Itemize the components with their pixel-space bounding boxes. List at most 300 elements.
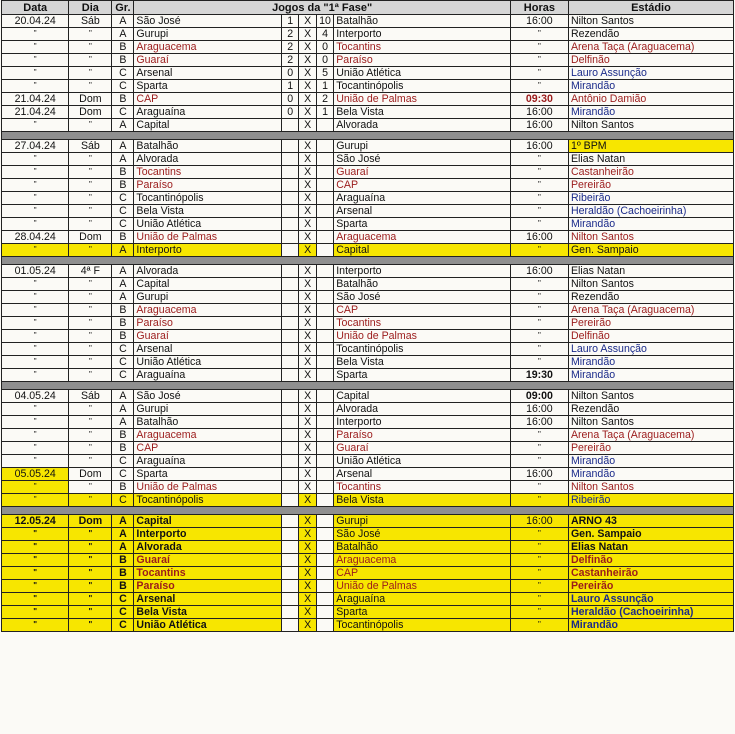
- versus-mark: X: [299, 580, 316, 593]
- home-score: [281, 356, 298, 369]
- header-data: Data: [2, 1, 69, 15]
- match-row: [2, 192, 734, 205]
- home-score: [281, 390, 298, 403]
- match-date: 12.05.24: [2, 515, 69, 528]
- block-separator: [2, 382, 734, 390]
- header-grupo: Gr.: [112, 1, 134, 15]
- away-score: 1: [316, 106, 333, 119]
- match-time: 16:00: [510, 106, 568, 119]
- home-team: Alvorada: [134, 265, 282, 278]
- versus-mark: X: [299, 317, 316, 330]
- home-score: [281, 153, 298, 166]
- home-score: 0: [281, 93, 298, 106]
- home-score: [281, 179, 298, 192]
- away-score: [316, 119, 333, 132]
- home-score: [281, 343, 298, 356]
- separator-cell: [2, 507, 734, 515]
- match-day: Dom: [69, 231, 112, 244]
- match-time: 16:00: [510, 515, 568, 528]
- stadium: Delfinão: [568, 54, 733, 67]
- away-score: [316, 442, 333, 455]
- match-date: ": [2, 179, 69, 192]
- match-group: A: [112, 265, 134, 278]
- away-team: Arsenal: [334, 205, 511, 218]
- stadium: Arena Taça (Araguacema): [568, 429, 733, 442]
- match-row: [2, 528, 734, 541]
- match-date: ": [2, 304, 69, 317]
- away-team: Paraíso: [334, 429, 511, 442]
- home-score: [281, 369, 298, 382]
- stadium: Mirandão: [568, 468, 733, 481]
- separator-cell: [2, 257, 734, 265]
- match-day: Dom: [69, 106, 112, 119]
- match-day: ": [69, 429, 112, 442]
- match-group: C: [112, 619, 134, 632]
- versus-mark: X: [299, 166, 316, 179]
- match-day: ": [69, 593, 112, 606]
- home-team: São José: [134, 15, 282, 28]
- versus-mark: X: [299, 41, 316, 54]
- home-team: Bela Vista: [134, 606, 282, 619]
- match-time: 16:00: [510, 140, 568, 153]
- match-day: ": [69, 317, 112, 330]
- match-row: [2, 106, 734, 119]
- match-day: Sáb: [69, 140, 112, 153]
- home-team: Arsenal: [134, 593, 282, 606]
- match-date: ": [2, 356, 69, 369]
- stadium: Arena Taça (Araguacema): [568, 41, 733, 54]
- stadium: Mirandão: [568, 369, 733, 382]
- home-score: [281, 278, 298, 291]
- match-time: ": [510, 205, 568, 218]
- versus-mark: X: [299, 93, 316, 106]
- match-date: ": [2, 192, 69, 205]
- match-row: [2, 93, 734, 106]
- stadium: Mirandão: [568, 218, 733, 231]
- away-score: [316, 153, 333, 166]
- away-score: 1: [316, 80, 333, 93]
- match-day: ": [69, 278, 112, 291]
- match-time: ": [510, 567, 568, 580]
- versus-mark: X: [299, 218, 316, 231]
- match-group: B: [112, 580, 134, 593]
- home-team: Bela Vista: [134, 205, 282, 218]
- versus-mark: X: [299, 455, 316, 468]
- match-day: ": [69, 580, 112, 593]
- away-score: 10: [316, 15, 333, 28]
- match-date: ": [2, 330, 69, 343]
- match-row: [2, 442, 734, 455]
- match-time: 16:00: [510, 416, 568, 429]
- versus-mark: X: [299, 304, 316, 317]
- match-row: [2, 619, 734, 632]
- match-time: 09:00: [510, 390, 568, 403]
- match-time: ": [510, 593, 568, 606]
- match-time: ": [510, 455, 568, 468]
- match-row: [2, 343, 734, 356]
- versus-mark: X: [299, 231, 316, 244]
- home-team: CAP: [134, 442, 282, 455]
- match-row: [2, 265, 734, 278]
- stadium: Pereirão: [568, 317, 733, 330]
- match-day: Sáb: [69, 15, 112, 28]
- home-score: [281, 606, 298, 619]
- stadium: Gen. Sampaio: [568, 244, 733, 257]
- away-score: [316, 567, 333, 580]
- away-team: Capital: [334, 244, 511, 257]
- match-group: A: [112, 15, 134, 28]
- home-score: 1: [281, 80, 298, 93]
- match-day: ": [69, 244, 112, 257]
- away-score: [316, 554, 333, 567]
- match-row: [2, 15, 734, 28]
- home-team: Alvorada: [134, 541, 282, 554]
- match-day: ": [69, 343, 112, 356]
- home-score: [281, 515, 298, 528]
- home-team: Araguaína: [134, 455, 282, 468]
- match-row: [2, 390, 734, 403]
- match-row: [2, 231, 734, 244]
- match-date: ": [2, 244, 69, 257]
- versus-mark: X: [299, 403, 316, 416]
- match-time: ": [510, 580, 568, 593]
- stadium: 1º BPM: [568, 140, 733, 153]
- match-date: ": [2, 291, 69, 304]
- away-team: Tocantins: [334, 317, 511, 330]
- match-group: C: [112, 67, 134, 80]
- match-group: C: [112, 205, 134, 218]
- match-row: [2, 317, 734, 330]
- match-group: B: [112, 442, 134, 455]
- match-row: [2, 80, 734, 93]
- match-row: [2, 179, 734, 192]
- match-row: [2, 541, 734, 554]
- home-team: União Atlética: [134, 218, 282, 231]
- match-time: ": [510, 179, 568, 192]
- versus-mark: X: [299, 153, 316, 166]
- versus-mark: X: [299, 192, 316, 205]
- match-day: ": [69, 205, 112, 218]
- header-horas: Horas: [510, 1, 568, 15]
- match-date: ": [2, 343, 69, 356]
- match-day: ": [69, 494, 112, 507]
- versus-mark: X: [299, 369, 316, 382]
- away-score: [316, 468, 333, 481]
- match-day: ": [69, 80, 112, 93]
- match-day: ": [69, 416, 112, 429]
- match-date: ": [2, 593, 69, 606]
- match-row: [2, 54, 734, 67]
- stadium: Lauro Assunção: [568, 343, 733, 356]
- versus-mark: X: [299, 119, 316, 132]
- stadium: Rezendão: [568, 403, 733, 416]
- match-group: B: [112, 304, 134, 317]
- match-group: A: [112, 244, 134, 257]
- match-day: 4ª F: [69, 265, 112, 278]
- away-score: [316, 369, 333, 382]
- match-date: ": [2, 403, 69, 416]
- match-row: [2, 403, 734, 416]
- match-day: ": [69, 554, 112, 567]
- match-row: [2, 593, 734, 606]
- match-row: [2, 580, 734, 593]
- away-team: Araguaína: [334, 593, 511, 606]
- away-score: 5: [316, 67, 333, 80]
- stadium: Gen. Sampaio: [568, 528, 733, 541]
- away-team: Araguacema: [334, 231, 511, 244]
- versus-mark: X: [299, 179, 316, 192]
- away-score: [316, 218, 333, 231]
- match-row: [2, 494, 734, 507]
- match-row: [2, 515, 734, 528]
- match-group: B: [112, 93, 134, 106]
- home-team: São José: [134, 390, 282, 403]
- home-team: Interporto: [134, 244, 282, 257]
- match-group: A: [112, 119, 134, 132]
- home-score: [281, 494, 298, 507]
- match-day: ": [69, 41, 112, 54]
- away-score: [316, 606, 333, 619]
- away-team: Sparta: [334, 218, 511, 231]
- versus-mark: X: [299, 606, 316, 619]
- match-group: C: [112, 106, 134, 119]
- match-row: [2, 119, 734, 132]
- stadium: Mirandão: [568, 80, 733, 93]
- schedule-body: [2, 15, 734, 632]
- match-group: C: [112, 494, 134, 507]
- versus-mark: X: [299, 67, 316, 80]
- home-score: [281, 455, 298, 468]
- away-team: Arsenal: [334, 468, 511, 481]
- match-row: [2, 166, 734, 179]
- match-day: ": [69, 166, 112, 179]
- versus-mark: X: [299, 265, 316, 278]
- away-score: 4: [316, 28, 333, 41]
- match-time: ": [510, 166, 568, 179]
- match-date: ": [2, 166, 69, 179]
- match-row: [2, 455, 734, 468]
- stadium: Nilton Santos: [568, 390, 733, 403]
- home-score: [281, 119, 298, 132]
- away-score: [316, 265, 333, 278]
- match-time: ": [510, 356, 568, 369]
- match-time: ": [510, 192, 568, 205]
- away-score: [316, 304, 333, 317]
- home-team: Capital: [134, 278, 282, 291]
- block-separator: [2, 507, 734, 515]
- stadium: Heraldão (Cachoeirinha): [568, 606, 733, 619]
- stadium: Heraldão (Cachoeirinha): [568, 205, 733, 218]
- away-score: [316, 455, 333, 468]
- away-score: [316, 278, 333, 291]
- stadium: Rezendão: [568, 291, 733, 304]
- away-score: [316, 140, 333, 153]
- away-team: Tocantinópolis: [334, 343, 511, 356]
- away-team: União Atlética: [334, 455, 511, 468]
- stadium: Rezendão: [568, 28, 733, 41]
- match-date: ": [2, 218, 69, 231]
- match-group: C: [112, 218, 134, 231]
- match-date: ": [2, 67, 69, 80]
- away-team: União de Palmas: [334, 580, 511, 593]
- versus-mark: X: [299, 291, 316, 304]
- match-day: ": [69, 153, 112, 166]
- match-group: A: [112, 140, 134, 153]
- away-score: [316, 593, 333, 606]
- away-team: Bela Vista: [334, 356, 511, 369]
- away-score: [316, 416, 333, 429]
- match-group: A: [112, 390, 134, 403]
- home-score: [281, 330, 298, 343]
- away-team: União de Palmas: [334, 330, 511, 343]
- home-score: [281, 593, 298, 606]
- match-row: [2, 567, 734, 580]
- match-day: ": [69, 619, 112, 632]
- match-date: 21.04.24: [2, 93, 69, 106]
- match-day: ": [69, 330, 112, 343]
- match-group: C: [112, 593, 134, 606]
- home-team: União Atlética: [134, 619, 282, 632]
- match-group: A: [112, 528, 134, 541]
- away-team: CAP: [334, 179, 511, 192]
- match-time: ": [510, 80, 568, 93]
- match-day: ": [69, 442, 112, 455]
- match-group: B: [112, 330, 134, 343]
- stadium: Mirandão: [568, 356, 733, 369]
- stadium: Nilton Santos: [568, 481, 733, 494]
- match-date: ": [2, 619, 69, 632]
- match-time: ": [510, 343, 568, 356]
- home-team: Interporto: [134, 528, 282, 541]
- versus-mark: X: [299, 481, 316, 494]
- home-score: [281, 468, 298, 481]
- match-time: ": [510, 304, 568, 317]
- match-group: B: [112, 231, 134, 244]
- away-team: Tocantins: [334, 41, 511, 54]
- versus-mark: X: [299, 15, 316, 28]
- home-score: 0: [281, 67, 298, 80]
- home-score: [281, 166, 298, 179]
- match-date: ": [2, 28, 69, 41]
- away-team: Gurupi: [334, 140, 511, 153]
- match-date: ": [2, 528, 69, 541]
- away-team: Batalhão: [334, 541, 511, 554]
- match-date: ": [2, 442, 69, 455]
- match-time: ": [510, 606, 568, 619]
- away-team: Paraíso: [334, 54, 511, 67]
- match-time: ": [510, 244, 568, 257]
- match-time: ": [510, 619, 568, 632]
- stadium: Elias Natan: [568, 541, 733, 554]
- home-team: União Atlética: [134, 356, 282, 369]
- match-date: ": [2, 278, 69, 291]
- away-score: [316, 231, 333, 244]
- match-day: Sáb: [69, 390, 112, 403]
- schedule-table: [1, 0, 734, 632]
- stadium: Lauro Assunção: [568, 593, 733, 606]
- match-time: ": [510, 153, 568, 166]
- away-score: 2: [316, 93, 333, 106]
- stadium: Lauro Assunção: [568, 67, 733, 80]
- away-team: Bela Vista: [334, 106, 511, 119]
- match-row: [2, 356, 734, 369]
- match-day: ": [69, 455, 112, 468]
- home-team: Araguacema: [134, 429, 282, 442]
- versus-mark: X: [299, 515, 316, 528]
- match-day: Dom: [69, 93, 112, 106]
- match-day: ": [69, 541, 112, 554]
- block-separator: [2, 132, 734, 140]
- home-team: Paraíso: [134, 317, 282, 330]
- versus-mark: X: [299, 205, 316, 218]
- match-time: ": [510, 481, 568, 494]
- versus-mark: X: [299, 541, 316, 554]
- away-team: Batalhão: [334, 15, 511, 28]
- match-date: ": [2, 416, 69, 429]
- match-day: ": [69, 481, 112, 494]
- away-score: [316, 205, 333, 218]
- home-score: [281, 442, 298, 455]
- match-date: 20.04.24: [2, 15, 69, 28]
- stadium: Delfinão: [568, 554, 733, 567]
- match-group: B: [112, 166, 134, 179]
- away-team: Guaraí: [334, 442, 511, 455]
- home-team: Tocantins: [134, 567, 282, 580]
- away-score: [316, 244, 333, 257]
- match-time: 16:00: [510, 468, 568, 481]
- away-team: Tocantinópolis: [334, 80, 511, 93]
- match-group: A: [112, 153, 134, 166]
- match-time: ": [510, 442, 568, 455]
- home-score: [281, 528, 298, 541]
- match-time: ": [510, 218, 568, 231]
- home-score: 0: [281, 106, 298, 119]
- away-score: [316, 619, 333, 632]
- match-group: C: [112, 343, 134, 356]
- home-score: [281, 192, 298, 205]
- home-score: [281, 567, 298, 580]
- versus-mark: X: [299, 390, 316, 403]
- match-day: ": [69, 304, 112, 317]
- home-team: Araguaína: [134, 106, 282, 119]
- versus-mark: X: [299, 54, 316, 67]
- match-day: ": [69, 179, 112, 192]
- match-day: ": [69, 369, 112, 382]
- away-team: Tocantins: [334, 481, 511, 494]
- versus-mark: X: [299, 330, 316, 343]
- match-time: ": [510, 330, 568, 343]
- home-team: Alvorada: [134, 153, 282, 166]
- versus-mark: X: [299, 554, 316, 567]
- home-score: [281, 317, 298, 330]
- match-row: [2, 330, 734, 343]
- match-row: [2, 140, 734, 153]
- stadium: Mirandão: [568, 619, 733, 632]
- home-score: [281, 304, 298, 317]
- versus-mark: X: [299, 28, 316, 41]
- match-group: A: [112, 416, 134, 429]
- stadium: Castanheirão: [568, 567, 733, 580]
- home-team: Paraíso: [134, 179, 282, 192]
- away-team: Bela Vista: [334, 494, 511, 507]
- match-row: [2, 481, 734, 494]
- home-team: Gurupi: [134, 403, 282, 416]
- away-score: [316, 528, 333, 541]
- match-time: ": [510, 528, 568, 541]
- versus-mark: X: [299, 567, 316, 580]
- match-row: [2, 244, 734, 257]
- match-group: C: [112, 468, 134, 481]
